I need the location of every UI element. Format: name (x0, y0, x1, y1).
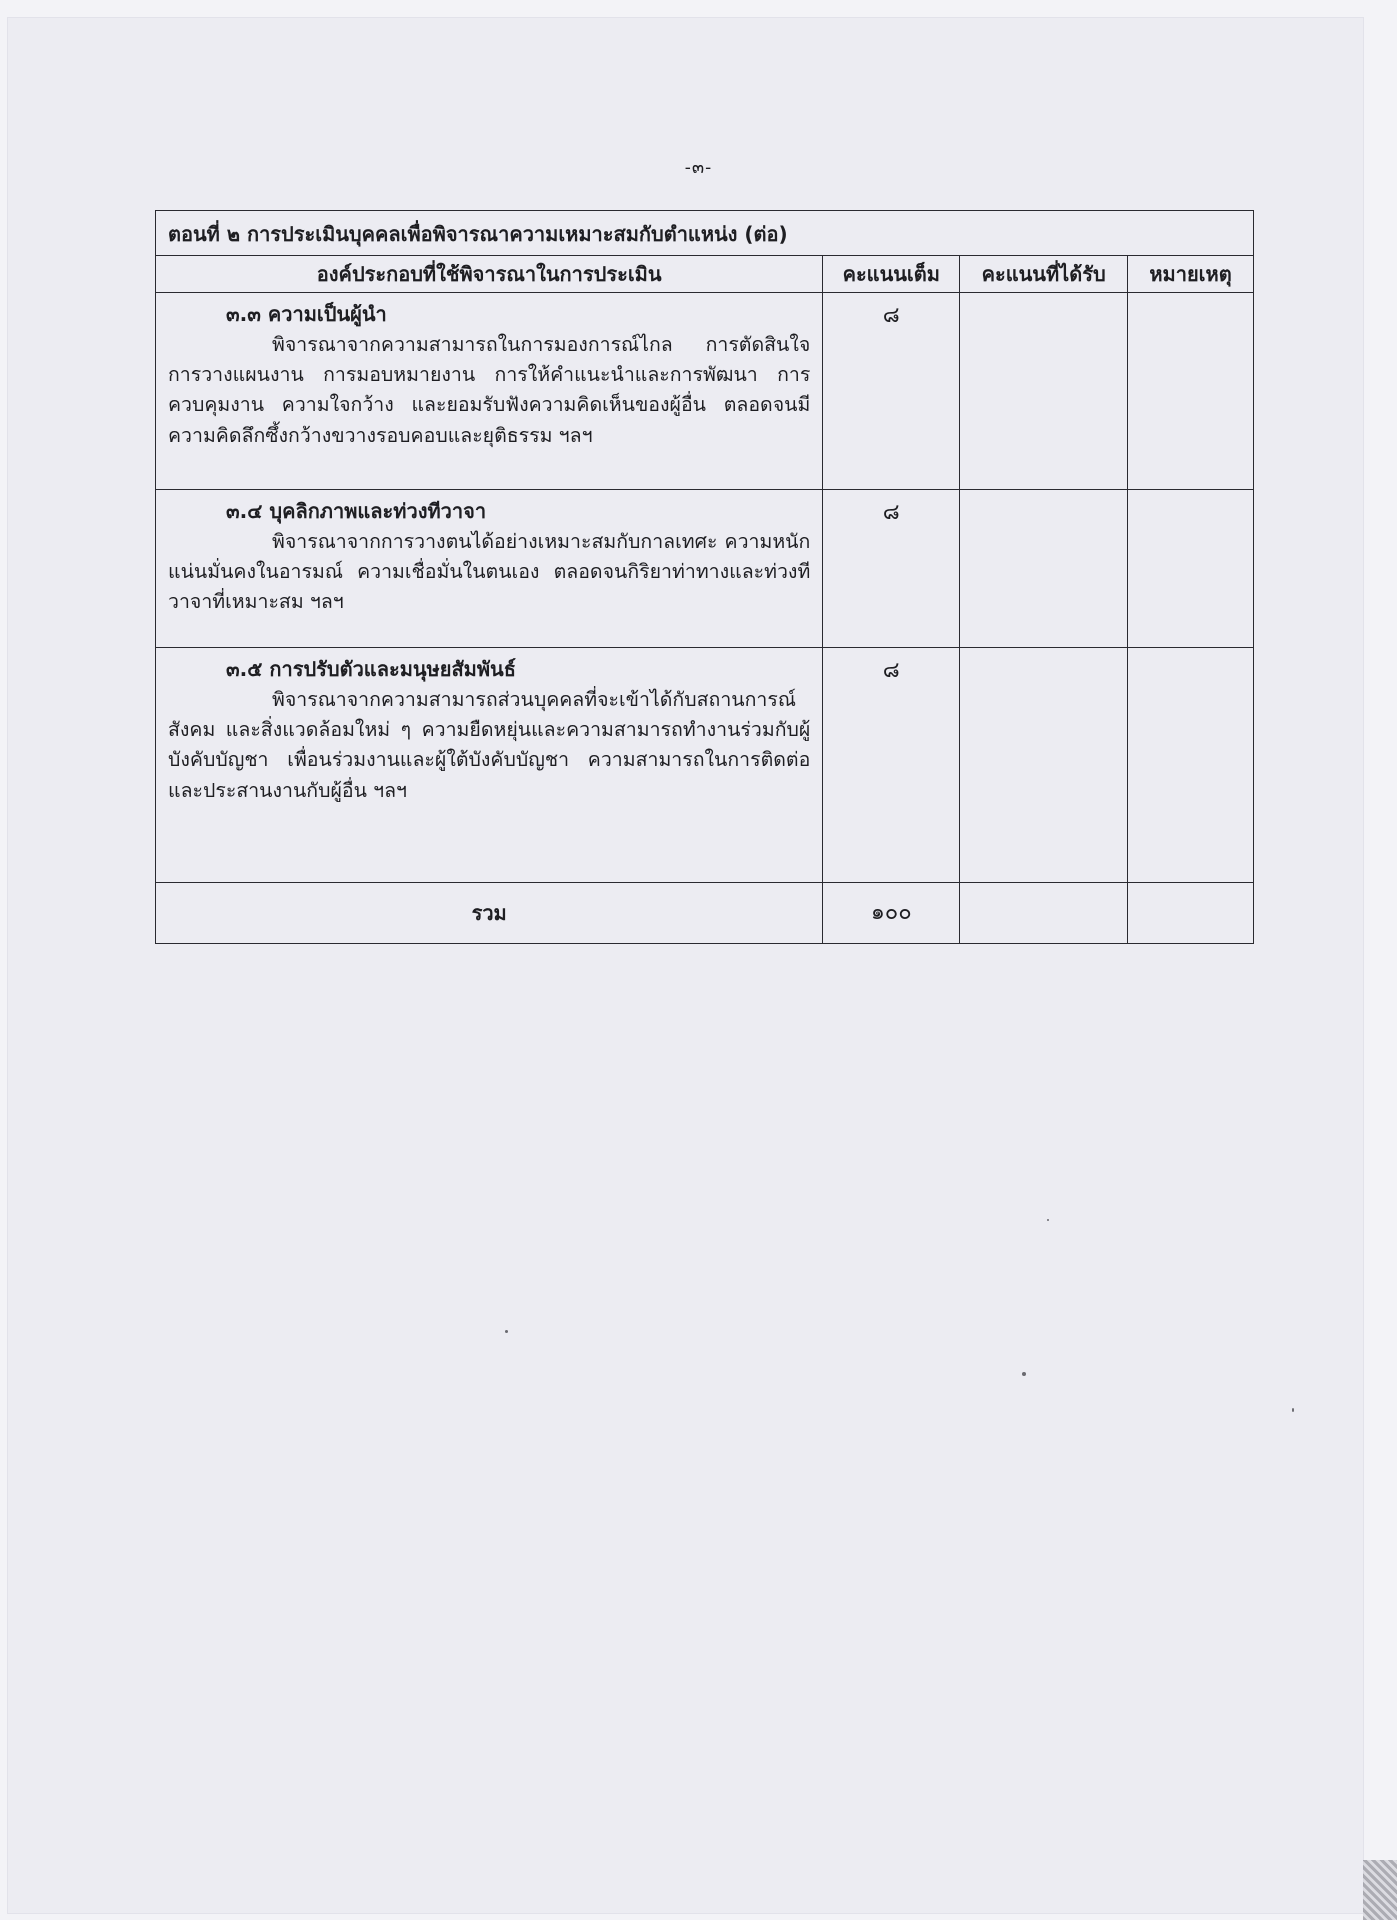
total-score-received[interactable] (960, 883, 1128, 944)
table-row (156, 648, 1254, 883)
full-score-cell: ๘ (823, 293, 960, 490)
criteria-title: ๓.๕ การปรับตัวและมนุษยสัมพันธ์ (226, 657, 516, 681)
header-criteria: องค์ประกอบที่ใช้พิจารณาในการประเมิน (156, 256, 823, 293)
full-score-cell: ๘ (823, 648, 960, 883)
table-row (156, 490, 1254, 648)
criteria-title: ๓.๓ ความเป็นผู้นำ (226, 302, 387, 326)
score-received-cell[interactable] (960, 648, 1128, 883)
scan-speck (505, 1330, 508, 1333)
header-full-score: คะแนนเต็ม (823, 256, 960, 293)
scan-speck (1047, 1219, 1049, 1221)
part-title-row (156, 211, 1254, 256)
score-received-cell[interactable] (960, 490, 1128, 648)
criteria-cell (156, 490, 823, 648)
page-number: -๓- (684, 157, 713, 178)
scan-speck (1292, 1408, 1294, 1412)
criteria-description: พิจารณาจากความสามารถส่วนบุคคลที่จะเข้าได้กับสถานการณ์ สังคม และสิ่งแวดล้อมใหม่ ๆ ความยืดหยุ่นและความสามารถทำงานร่วมกับผู้บังคับบัญชา เพื่อนร่วมงานและผู้ใต้บังคับบัญชา ความสามารถในการติดต่อและประสานงานกับผู้อื่น ฯลฯ (168, 688, 811, 802)
header-score-received: คะแนนที่ได้รับ (960, 256, 1128, 293)
full-score-cell: ๘ (823, 490, 960, 648)
criteria-description: พิจารณาจากความสามารถในการมองการณ์ไกล การตัดสินใจ การวางแผนงาน การมอบหมายงาน การให้คำแนะนำและการพัฒนา การควบคุมงาน ความใจกว้าง และยอมรับฟังความคิดเห็นของผู้อื่น ตลอดจนมีความคิดลึกซึ้งกว้างขวางรอบคอบและยุติธรรม ฯลฯ (168, 333, 811, 447)
part-title: ตอนที่ ๒ การประเมินบุคคลเพื่อพิจารณาความเหมาะสมกับตำแหน่ง (ต่อ) (156, 211, 1254, 256)
total-label: รวม (156, 883, 823, 944)
score-received-cell[interactable] (960, 293, 1128, 490)
total-remarks[interactable] (1128, 883, 1254, 944)
scan-speck (1022, 1372, 1026, 1376)
header-remarks: หมายเหตุ (1128, 256, 1254, 293)
total-row (156, 883, 1254, 944)
criteria-cell (156, 648, 823, 883)
remarks-cell[interactable] (1128, 293, 1254, 490)
remarks-cell[interactable] (1128, 490, 1254, 648)
header-row (156, 256, 1254, 293)
total-full-score: ๑๐๐ (823, 883, 960, 944)
scan-edge-mark (1363, 1860, 1397, 1920)
remarks-cell[interactable] (1128, 648, 1254, 883)
assessment-table (155, 210, 1254, 944)
criteria-cell (156, 293, 823, 490)
criteria-description: พิจารณาจากการวางตนได้อย่างเหมาะสมกับกาลเทศะ ความหนักแน่นมั่นคงในอารมณ์ ความเชื่อมั่นในตนเอง ตลอดจนกิริยาท่าทางและท่วงทีวาจาที่เหมาะสม ฯลฯ (168, 530, 811, 614)
table-row (156, 293, 1254, 490)
criteria-title: ๓.๔ บุคลิกภาพและท่วงทีวาจา (226, 499, 487, 523)
